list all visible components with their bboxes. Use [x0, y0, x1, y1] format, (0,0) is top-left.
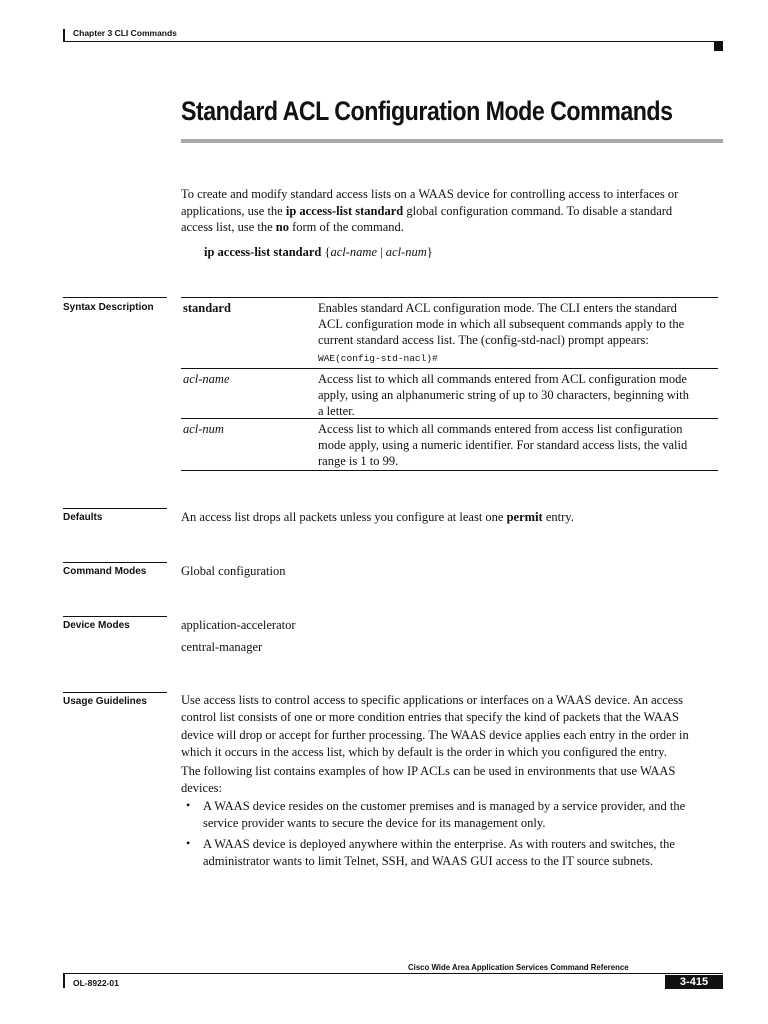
device-mode-2: central-manager — [181, 640, 263, 654]
command-syntax: ip access-list standard {acl-name | acl-num} — [204, 245, 433, 259]
footer-book-title: Cisco Wide Area Application Services Command Reference — [408, 962, 629, 972]
intro-line-2: applications, use the ip access-list standard global configuration command. To disable a standard — [181, 203, 673, 218]
footer-rule — [63, 973, 723, 974]
page-number: 3-415 — [665, 975, 723, 989]
table-row-rule-1 — [181, 368, 718, 369]
footer-tick — [63, 974, 65, 988]
bullet-marker: • — [186, 798, 191, 812]
header-corner-block — [714, 42, 723, 51]
command-modes-label: Command Modes — [63, 566, 147, 577]
term-acl-num: acl-num — [183, 422, 224, 436]
device-modes-rule — [63, 616, 167, 617]
title-rule — [181, 139, 723, 143]
defaults-label: Defaults — [63, 512, 103, 523]
device-mode-1: application-accelerator — [181, 618, 296, 632]
desc-acl-name: Access list to which all commands entered from ACL configuration mode apply, using an alphanumeric string of up to 30 characters, beginning with a letter. — [318, 372, 689, 418]
table-top-rule — [181, 297, 718, 298]
intro-line-3: access list, use the no form of the command. — [181, 220, 404, 234]
chapter-header: Chapter 3 CLI Commands — [73, 28, 177, 38]
desc-acl-num: Access list to which all commands entered from access list configuration mode apply, using a numeric identifier. For standard access lists, the valid range is 1 to 99. — [318, 422, 688, 468]
desc-standard: Enables standard ACL configuration mode. The CLI enters the standard ACL configuration mode in which all subsequent commands apply to the current standard access list. The (config-std-nacl) prompt appears: — [318, 301, 685, 347]
term-standard: standard — [183, 301, 231, 315]
table-row-rule-2 — [181, 418, 718, 419]
header-rule — [63, 41, 723, 42]
intro-paragraph — [181, 186, 721, 236]
command-modes-text: Global configuration — [181, 564, 286, 578]
bullet-item: A WAAS device is deployed anywhere within the enterprise. As with routers and switches, the administrator wants to limit Telnet, SSH, and WAAS GUI access to the IT source subnets. — [203, 837, 675, 868]
command-modes-rule — [63, 562, 167, 563]
usage-paragraph-2: The following list contains examples of how IP ACLs can be used in environments that use WAAS devices: — [181, 764, 676, 795]
intro-line-1: To create and modify standard access lists on a WAAS device for controlling access to interfaces or — [181, 187, 679, 201]
usage-guidelines-label: Usage Guidelines — [63, 696, 147, 707]
syntax-description-label: Syntax Description — [63, 302, 154, 313]
prompt-code: WAE(config-std-nacl)# — [318, 353, 438, 364]
usage-paragraph-1: Use access lists to control access to specific applications or interfaces on a WAAS device. An access control list consists of one or more condition entries that specify the kind of packets that the WAAS device will drop or accept for further processing. The WAAS device applies each entry in the order in which it occurs in the access list, which by default is the order in which you configured the entry. — [181, 693, 689, 760]
defaults-rule — [63, 508, 167, 509]
usage-guidelines-rule — [63, 692, 167, 693]
defaults-text: An access list drops all packets unless you configure at least one permit entry. — [181, 510, 574, 524]
page-title: Standard ACL Configuration Mode Commands — [181, 96, 673, 126]
term-acl-name: acl-name — [183, 372, 230, 386]
device-modes-label: Device Modes — [63, 620, 130, 631]
bullet-marker: • — [186, 836, 191, 850]
bullet-item: A WAAS device resides on the customer premises and is managed by a service provider, and the service provider wants to secure the device for its management only. — [203, 799, 686, 830]
footer-doc-number: OL-8922-01 — [73, 978, 119, 988]
table-bottom-rule — [181, 470, 718, 471]
syntax-description-rule — [63, 297, 167, 298]
